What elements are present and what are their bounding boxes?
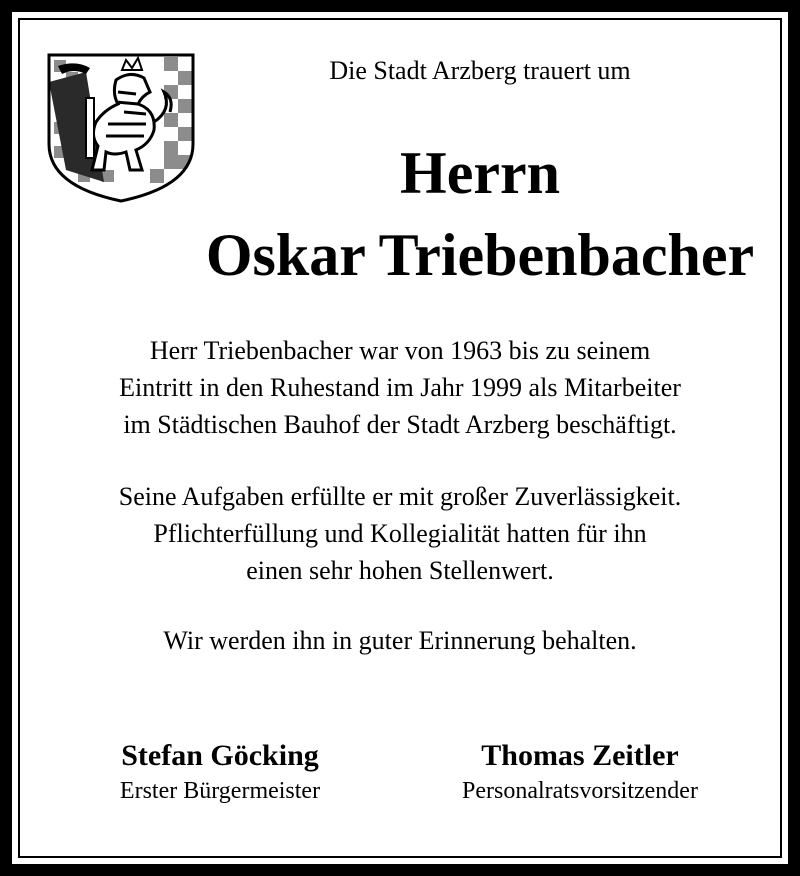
paragraph-line: Wir werden ihn in guter Erinnerung behalten. [163,626,637,655]
paragraph-line: Herr Triebenbacher war von 1963 bis zu seinem [149,336,651,365]
signatory-title: Personalratsvorsitzender [462,778,698,804]
paragraph-line: einen sehr hohen Stellenwert. [246,556,554,585]
signatory-council-chair [420,736,740,806]
paragraph-character [30,478,770,589]
paragraph-line: im Städtischen Bauhof der Stadt Arzberg beschäftigt. [123,410,677,439]
signatory-name: Stefan Göcking [121,739,319,772]
paragraph-line: Pflichterfüllung und Kollegialität hatten für ihn [153,519,647,548]
intro-line: Die Stadt Arzberg trauert um [329,56,631,85]
signatory-title: Erster Bürgermeister [119,778,321,804]
signatory-name: Thomas Zeitler [481,739,679,772]
coat-of-arms-icon [46,52,196,204]
signatory-mayor [60,736,380,806]
deceased-name: Oskar Triebenbacher [205,222,755,288]
paragraph-career [30,332,770,443]
salutation: Herrn [400,140,560,206]
paragraph-line: Eintritt in den Ruhestand im Jahr 1999 als Mitarbeiter [119,373,681,402]
paragraph-line: Seine Aufgaben erfüllte er mit großer Zuverlässigkeit. [118,482,682,511]
paragraph-remembrance [30,622,770,659]
